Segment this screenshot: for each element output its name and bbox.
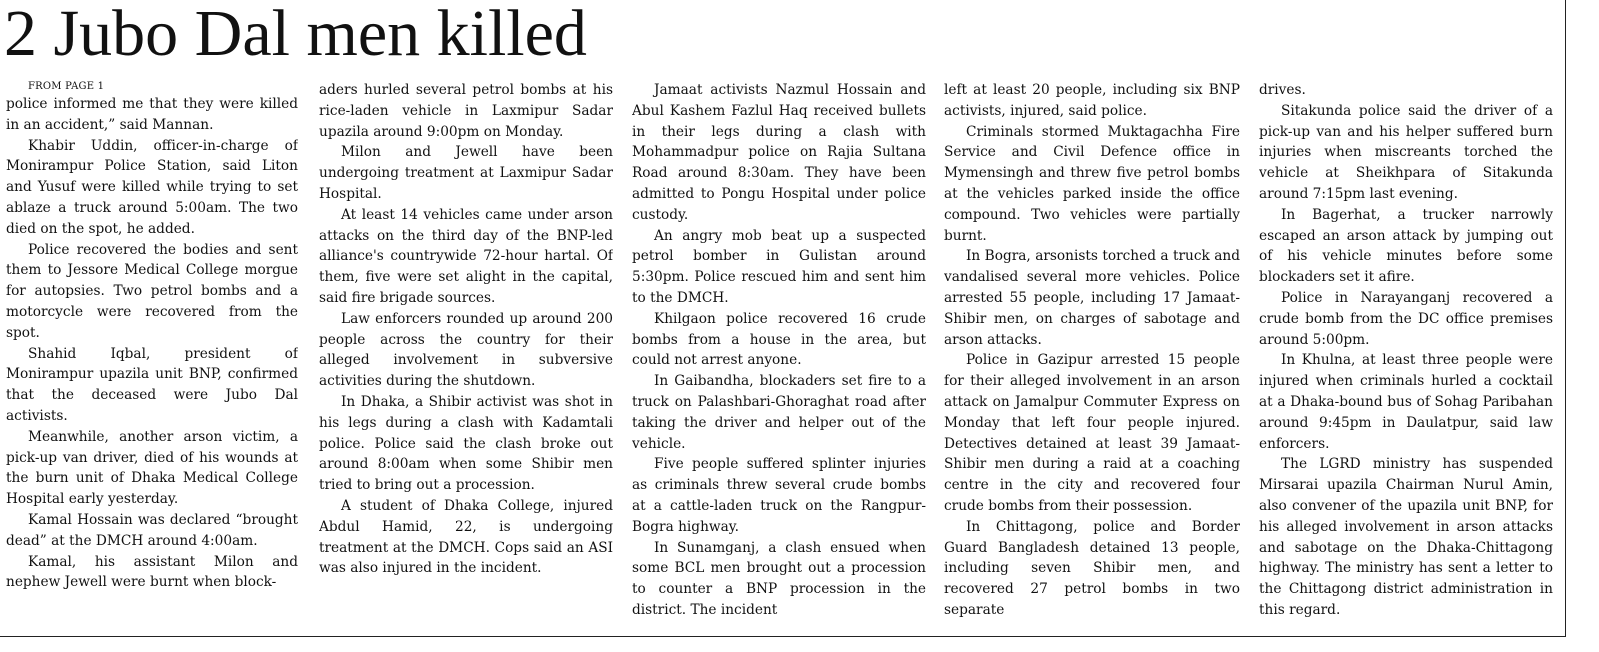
paragraph: In Chittagong, police and Border Guard Bangladesh detained 13 people, including seven Shibir men, and recovered 27 petrol bombs in two separate — [944, 518, 1240, 618]
headline: 2 Jubo Dal men killed — [4, 0, 587, 70]
paragraph: Khabir Uddin, officer-in-charge of Monirampur Police Station, said Liton and Yusuf were killed while trying to set ablaze a truck around 5:00am. The two died on the spot, he added. — [6, 137, 298, 237]
article-column-5 — [1259, 80, 1553, 640]
article-column-4 — [944, 80, 1240, 640]
paragraph: Milon and Jewell have been undergoing treatment at Laxmipur Sadar Hospital. — [319, 144, 613, 202]
paragraph: In Gaibandha, blockaders set fire to a truck on Palashbari-Ghoraghat road after taking the driver and helper out of the vehicle. — [632, 373, 926, 452]
jump-label: FROM PAGE 1 — [28, 81, 105, 92]
right-border-rule — [1565, 0, 1566, 637]
paragraph: A student of Dhaka College, injured Abdul Hamid, 22, is undergoing treatment at the DMCH. Cops said an ASI was also injured in the incident. — [319, 497, 613, 577]
paragraph: Police in Gazipur arrested 15 people for their alleged involvement in an arson attack on Jamalpur Commuter Express on Monday that left four people injured. Detectives detained at least 39 Jamaat-Shibir men during a raid at a coaching centre in the city and recovered four crude bombs from their possession. — [944, 352, 1240, 514]
paragraph: In Dhaka, a Shibir activist was shot in his legs during a clash with Kadamtali police. Police said the clash broke out around 8:00am when some Shibir men tried to bring out a procession. — [319, 393, 613, 494]
article-column-3 — [632, 80, 926, 640]
paragraph: Jamaat activists Nazmul Hossain and Abul Kashem Fazlul Haq received bullets in their legs during a clash with Mohammadpur police on Rajia Sultana Road around 8:30am. They have been admitted to Pongu Hospital under police custody. — [632, 82, 926, 223]
article-column-1 — [6, 80, 298, 640]
bottom-border-rule — [0, 636, 1566, 637]
paragraph: Police recovered the bodies and sent them to Jessore Medical College morgue for autopsies. Two petrol bombs and a motorcycle were recovered from the spot. — [6, 241, 298, 341]
paragraph: Kamal Hossain was declared “brought dead” at the DMCH around 4:00am. — [6, 511, 298, 549]
paragraph: An angry mob beat up a suspected petrol bomber in Gulistan around 5:30pm. Police rescued him and sent him to the DMCH. — [632, 227, 926, 306]
paragraph: drives. — [1259, 82, 1306, 98]
paragraph: Khilgaon police recovered 16 crude bombs from a house in the area, but could not arrest anyone. — [632, 310, 926, 369]
paragraph: At least 14 vehicles came under arson attacks on the third day of the BNP-led alliance's countrywide 72-hour hartal. Of them, five were set alight in the capital, said fire brigade sources. — [319, 206, 613, 306]
paragraph: In Bogra, arsonists torched a truck and vandalised several more vehicles. Police arrested 55 people, including 17 Jamaat-Shibir men, on charges of sabotage and arson attacks. — [944, 248, 1240, 348]
paragraph: Sitakunda police said the driver of a pick-up van and his helper suffered burn injuries when miscreants torched the vehicle at Sheikhpara of Sitakunda around 7:15pm last evening. — [1259, 102, 1553, 202]
paragraph: In Bagerhat, a trucker narrowly escaped an arson attack by jumping out of his vehicle minutes before some blockaders set it afire. — [1259, 206, 1553, 286]
paragraph: police informed me that they were killed in an accident,” said Mannan. — [6, 96, 298, 133]
paragraph: aders hurled several petrol bombs at his rice-laden vehicle in Laxmipur Sadar upazila around 9:00pm on Monday. — [319, 82, 613, 140]
paragraph: Meanwhile, another arson victim, a pick-up van driver, died of his wounds at the burn unit of Dhaka Medical College Hospital early yesterday. — [6, 428, 298, 508]
paragraph: left at least 20 people, including six BNP activists, injured, said police. — [944, 82, 1240, 119]
paragraph: Five people suffered splinter injuries as criminals threw several crude bombs at a cattle-laden truck on the Rangpur-Bogra highway. — [632, 456, 926, 535]
paragraph: In Sunamganj, a clash ensued when some BCL men brought out a procession to counter a BNP procession in the district. The incident — [632, 539, 926, 618]
paragraph: Criminals stormed Muktagachha Fire Service and Civil Defence office in Mymensingh and threw five petrol bombs at the vehicles parked inside the office compound. Two vehicles were partially burnt. — [944, 123, 1240, 244]
paragraph: Law enforcers rounded up around 200 people across the country for their alleged involvement in subversive activities during the shutdown. — [319, 310, 613, 390]
article-column-2 — [319, 80, 613, 640]
paragraph: Kamal, his assistant Milon and nephew Jewell were burnt when block- — [6, 553, 298, 591]
paragraph: The LGRD ministry has suspended Mirsarai upazila Chairman Nurul Amin, also convener of the upazila unit BNP, for his alleged involvement in arson attacks and sabotage on the Dhaka-Chittagong highway. The ministry has sent a letter to the Chittagong district administration in this regard. — [1259, 456, 1553, 618]
paragraph: Police in Narayanganj recovered a crude bomb from the DC office premises around 5:00pm. — [1259, 289, 1553, 348]
paragraph: In Khulna, at least three people were injured when criminals hurled a cocktail at a Dhaka-bound bus of Sohag Paribahan around 9:45pm in Daulatpur, said law enforcers. — [1259, 352, 1553, 452]
paragraph: Shahid Iqbal, president of Monirampur upazila unit BNP, confirmed that the deceased were Jubo Dal activists. — [6, 345, 298, 424]
